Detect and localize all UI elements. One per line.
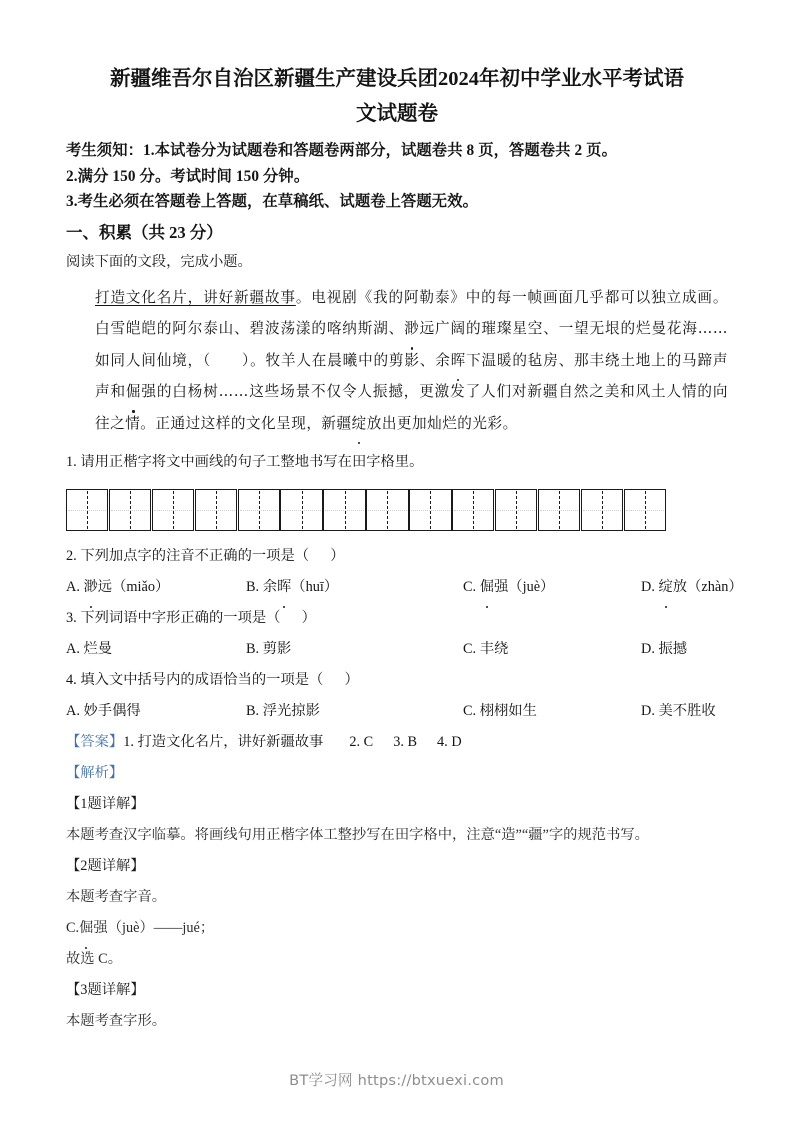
passage-segment-4-pre: 令人振撼，更激发了人们对新疆自然之美和风土人情的向往之情。正通过这样的文化呈现，新疆 bbox=[95, 383, 728, 432]
option-2-a-label: A. bbox=[66, 579, 80, 596]
option-2-c[interactable] bbox=[463, 572, 641, 603]
option-4-b-label: B. bbox=[246, 703, 260, 720]
option-4-c-text: 栩栩如生 bbox=[479, 703, 537, 720]
option-3-d[interactable] bbox=[641, 634, 687, 665]
option-3-a-label: A. bbox=[66, 641, 80, 658]
passage-segment-3-post: 强的白杨树……这些场景不仅 bbox=[141, 383, 342, 400]
option-2-d-text: 放（zhàn） bbox=[672, 579, 743, 596]
tianzige-cell[interactable] bbox=[66, 489, 108, 531]
emphasis-dot-char-jue: 倔 bbox=[126, 376, 141, 408]
question-1-text: 请用正楷字将文中画线的句子工整地书写在田字格里。 bbox=[80, 454, 424, 470]
answer-summary-line bbox=[66, 727, 728, 758]
tianzige-cell[interactable] bbox=[538, 489, 580, 531]
option-4-b[interactable] bbox=[246, 696, 463, 727]
answer-item-3: 3. B bbox=[393, 734, 418, 751]
question-4-number: 4. bbox=[66, 672, 77, 689]
question-2-stem bbox=[66, 541, 728, 572]
footer-watermark: BT学习网 https://btxuexi.com bbox=[289, 1072, 504, 1089]
question-3-text-close: ） bbox=[301, 610, 316, 627]
question-1-number: 1. bbox=[66, 454, 77, 470]
option-4-d[interactable] bbox=[641, 696, 716, 727]
tianzige-cell[interactable] bbox=[280, 489, 322, 531]
question-3-number: 3. bbox=[66, 610, 77, 627]
detail-2-heading: 【2题详解】 bbox=[66, 858, 145, 875]
exam-notice bbox=[66, 138, 728, 215]
question-2-text: 下列加点字的注音不正确的一项是（ bbox=[80, 548, 310, 565]
tianzige-cell[interactable] bbox=[238, 489, 280, 531]
option-3-c[interactable] bbox=[463, 634, 641, 665]
page-title-line-1: 新疆维吾尔自治区新疆生产建设兵团2024年初中学业水平考试语 bbox=[110, 68, 684, 90]
option-3-d-label: D. bbox=[641, 641, 655, 658]
tianzige-cell[interactable] bbox=[495, 489, 537, 531]
question-4-text-close: ） bbox=[344, 672, 359, 689]
option-2-a-dot-char: 渺 bbox=[83, 572, 97, 603]
tianzige-cell[interactable] bbox=[195, 489, 237, 531]
option-3-b[interactable] bbox=[246, 634, 463, 665]
detail-3-heading: 【3题详解】 bbox=[66, 982, 145, 999]
detail-1-body: 本题考查汉字临摹。将画线句用正楷字体工整抄写在田字格中，注意“造”“疆”字的规范书写。 bbox=[66, 827, 649, 844]
option-2-b-dot-char: 晖 bbox=[277, 572, 291, 603]
option-4-a-label: A. bbox=[66, 703, 80, 720]
passage-segment-3-pre: 牧羊人在晨曦中的剪影、余 bbox=[265, 351, 451, 369]
page-title bbox=[66, 62, 728, 132]
section-heading-accumulation: 一、积累（共 23 分） bbox=[66, 222, 223, 242]
option-3-b-text: 剪影 bbox=[262, 641, 292, 658]
emphasis-dot-char-miao: 渺 bbox=[404, 313, 419, 345]
option-4-a-text: 妙手偶得 bbox=[83, 703, 141, 720]
option-2-d[interactable] bbox=[641, 572, 743, 603]
option-4-b-text: 浮光掠影 bbox=[262, 703, 320, 720]
option-2-c-dot-char: 倔 bbox=[480, 572, 494, 603]
option-2-b[interactable] bbox=[246, 572, 463, 603]
passage-underlined-sentence: 打造文化名片，讲好新疆故事 bbox=[95, 288, 296, 306]
passage-segment-3-mid: 下温暖的毡房、那丰绕土地上的马蹄声声和 bbox=[95, 351, 728, 400]
option-4-c[interactable] bbox=[463, 696, 641, 727]
detail-2-body: 本题考查字音。 bbox=[66, 889, 167, 906]
passage-segment-4-post: 放出更 bbox=[366, 414, 413, 432]
passage-segment-2-pre: 皑的阿尔泰山、碧波荡漾的喀纳斯湖、 bbox=[141, 320, 405, 337]
tianzige-cell[interactable] bbox=[409, 489, 451, 531]
question-4-text: 填入文中括号内的成语恰当的一项是（ bbox=[80, 672, 324, 689]
tianzige-cell[interactable] bbox=[581, 489, 623, 531]
detail-2-dot-char: 倔 bbox=[79, 913, 93, 944]
question-4-stem bbox=[66, 665, 728, 696]
tianzige-writing-grid[interactable] bbox=[66, 489, 728, 531]
option-2-a[interactable] bbox=[66, 572, 246, 603]
passage-segment-1: 。电视剧《我的阿勒泰》中的每一帧画面几乎都可以独立成画。白雪皑 bbox=[95, 288, 728, 337]
detail-2-extra bbox=[66, 913, 728, 944]
section-lead-instruction: 阅读下面的文段，完成小题。 bbox=[66, 253, 252, 270]
option-2-b-pre: 余 bbox=[262, 579, 277, 596]
option-4-d-label: D. bbox=[641, 703, 655, 720]
notice-line-2: 2.满分 150 分。考试时间 150 分钟。 bbox=[66, 167, 310, 185]
option-3-d-text: 振撼 bbox=[658, 641, 688, 658]
option-2-a-text: 远（miǎo） bbox=[97, 579, 170, 596]
detail-1-heading: 【1题详解】 bbox=[66, 796, 145, 813]
option-2-d-label: D. bbox=[641, 579, 655, 596]
option-4-a[interactable] bbox=[66, 696, 246, 727]
option-3-c-text: 丰绕 bbox=[479, 641, 509, 658]
analysis-tag: 【解析】 bbox=[66, 765, 124, 782]
option-3-b-label: B. bbox=[246, 641, 260, 658]
question-2-options bbox=[66, 572, 743, 603]
answer-item-2: 2. C bbox=[349, 734, 374, 751]
tianzige-cell[interactable] bbox=[366, 489, 408, 531]
notice-line-1: 考生须知：1.本试卷分为试题卷和答题卷两部分，试题卷共 8 页，答题卷共 2 页。 bbox=[66, 142, 617, 159]
answer-item-4: 4. D bbox=[437, 734, 462, 751]
passage-segment-2-post: 远广阔的璀璨星空、一望无垠的烂曼花海……如同人间仙境，（ ）。 bbox=[95, 320, 728, 369]
tianzige-cell[interactable] bbox=[109, 489, 151, 531]
answer-tag: 【答案】 bbox=[66, 734, 124, 751]
tianzige-cell[interactable] bbox=[152, 489, 194, 531]
document-content bbox=[66, 62, 743, 1037]
option-4-d-text: 美不胜收 bbox=[658, 703, 716, 720]
option-2-c-text: 强（juè） bbox=[494, 579, 555, 596]
question-2-text-close: ） bbox=[330, 548, 345, 565]
question-2-number: 2. bbox=[66, 548, 77, 565]
emphasis-dot-char-zhan: 绽 bbox=[352, 408, 367, 440]
option-2-d-dot-char: 绽 bbox=[658, 572, 672, 603]
option-2-b-label: B. bbox=[246, 579, 260, 596]
tianzige-cell[interactable] bbox=[452, 489, 494, 531]
option-2-c-label: C. bbox=[463, 579, 477, 596]
question-3-options bbox=[66, 634, 728, 665]
passage-segment-5: 加灿烂的光彩。 bbox=[412, 414, 518, 432]
notice-line-3: 3.考生必须在答题卷上答题，在草稿纸、试题卷上答题无效。 bbox=[66, 193, 478, 210]
tianzige-cell[interactable] bbox=[624, 489, 666, 531]
detail-3-body: 本题考查字形。 bbox=[66, 1013, 167, 1030]
detail-2-conclusion: 故选 C。 bbox=[66, 951, 123, 968]
detail-2-extra-text: 强（juè）——jué； bbox=[93, 920, 215, 937]
option-3-c-label: C. bbox=[463, 641, 477, 658]
option-4-c-label: C. bbox=[463, 703, 477, 720]
question-3-text: 下列词语中字形正确的一项是（ bbox=[80, 610, 281, 627]
passage-paragraph bbox=[66, 282, 728, 440]
detail-2-extra-label: C. bbox=[66, 920, 80, 937]
option-3-a[interactable] bbox=[66, 634, 246, 665]
reading-passage bbox=[66, 282, 728, 440]
emphasis-dot-char-hui: 晖 bbox=[451, 345, 466, 377]
option-3-a-text: 烂曼 bbox=[83, 641, 113, 658]
option-2-b-text: （huī） bbox=[291, 579, 339, 596]
question-3-stem bbox=[66, 603, 728, 634]
question-1-stem bbox=[66, 447, 728, 478]
question-4-options bbox=[66, 696, 728, 727]
tianzige-cell[interactable] bbox=[323, 489, 365, 531]
answer-item-1: 1. 打造文化名片，讲好新疆故事 bbox=[123, 734, 324, 751]
page-title-line-2: 文试题卷 bbox=[356, 103, 438, 125]
